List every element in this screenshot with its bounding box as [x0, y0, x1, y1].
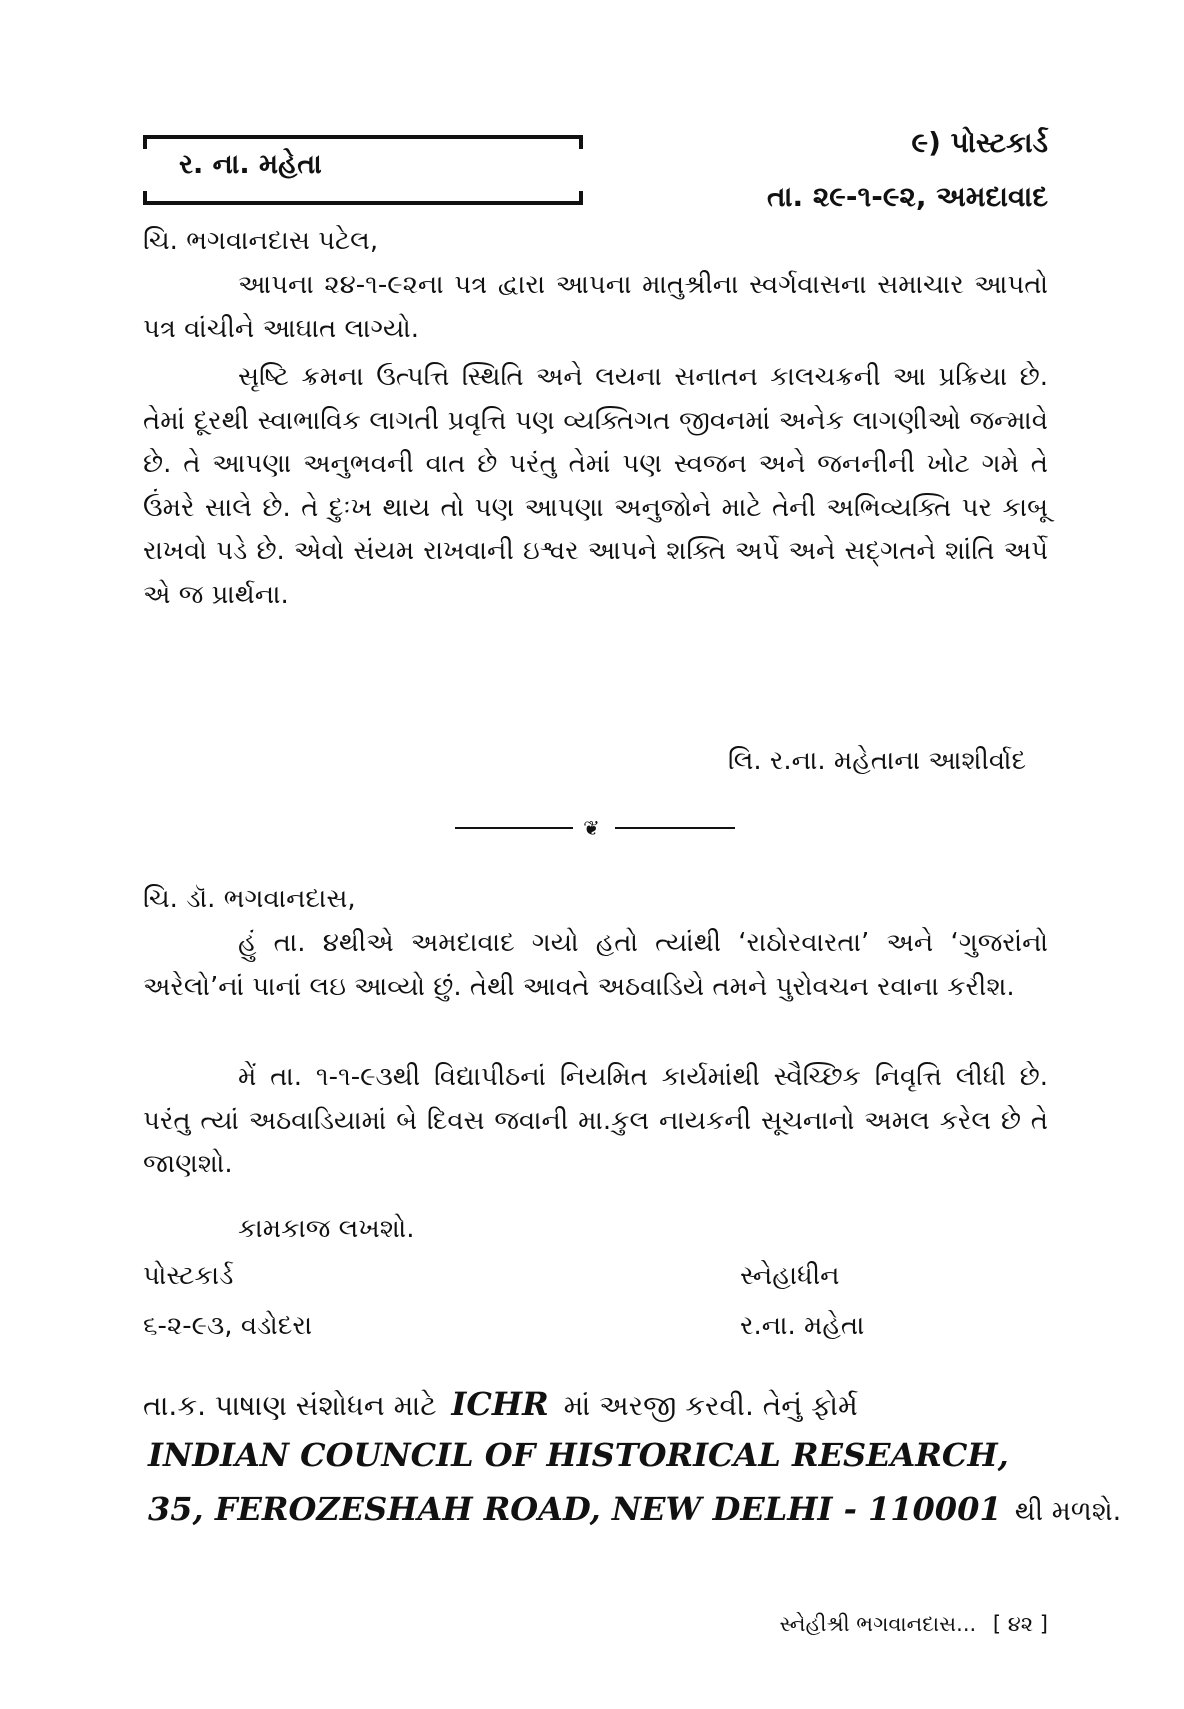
postcard-label: પોસ્ટકાર્ડ: [143, 1261, 234, 1291]
letter1-paragraph-2: સૃષ્ટિ ક્રમના ઉત્પત્તિ સ્થિતિ અને લયના સનાતન કાલચક્રની આ પ્રક્રિયા છે. તેમાં દૂરથી સ્વાભાવિક લાગતી પ્રવૃત્તિ પણ વ્યક્તિગત જીવનમાં અનેક લાગણીઓ જન્માવે છે. તે આપણા અનુભવની વાત છે પરંતુ તેમાં પણ સ્વજન અને જનનીની ખોટ ગમે તે ઉંમરે સાલે છે. તે દુઃખ થાય તો પણ આપણા અનુજોને માટે તેની અભિવ્યક્તિ પર કાબૂ રાખવો પડે છે. એવો સંયમ રાખવાની ઇશ્વર આપને શક્તિ અર્પે અને સદ્ગતને શાંતિ અર્પે એ જ પ્રાર્થના.: [143, 362, 1048, 610]
postscript-org-name: INDIAN COUNCIL OF HISTORICAL RESEARCH,: [148, 1436, 1009, 1474]
page-number: [ ૪૨ ]: [992, 1612, 1048, 1636]
box-corner: [579, 191, 583, 205]
box-corner: [143, 191, 147, 205]
postscript-intro: તા.ક. પાષાણ સંશોધન માટે: [143, 1389, 437, 1422]
letter2-paragraph-2: મેં તા. ૧-૧-૯૩થી વિદ્યાપીઠનાં નિયમિત કાર્યમાંથી સ્વૈચ્છિક નિવૃત્તિ લીધી છે. પરંતુ ત્યાં અઠવાડિયામાં બે દિવસ જવાની મા.કુલ નાયકની સૂચનાનો અમલ કરેલ છે તે જાણશો.: [143, 1062, 1048, 1179]
postscript-instruction: માં અરજી કરવી. તેનું ફોર્મ: [563, 1389, 858, 1422]
postscript-org-abbrev: ICHR: [451, 1385, 549, 1423]
box-corner: [143, 135, 147, 149]
postscript-line-1: [143, 1385, 858, 1423]
divider-line-right: [615, 827, 735, 829]
letter2-paragraph-1: હું તા. ૪થીએ અમદાવાદ ગયો હતો ત્યાંથી ‘રાઠોરવારતા’ અને ‘ગુજરાંનો અરેલો’નાં પાનાં લઇ આવ્યો છું. તેથી આવતે અઠવાડિયે તમને પુરોવચન રવાના કરીશ.: [143, 928, 1048, 1002]
box-corner: [579, 135, 583, 149]
letter1-paragraph-1: આપના ૨૪-૧-૯૨ના પત્ર દ્વારા આપના માતુશ્રીના સ્વર્ગવાસના સમાચાર આપતો પત્ર વાંચીને આઘાત લાગ્યો.: [143, 270, 1048, 344]
flourish-icon: ❦: [583, 816, 600, 840]
postscript-address-line: [148, 1490, 1121, 1528]
closing: સ્નેહાધીન: [740, 1261, 840, 1291]
divider-line-left: [455, 827, 573, 829]
signature: ર.ના. મહેતા: [740, 1311, 865, 1341]
sender-name: ર. ના. મહેતા: [179, 149, 322, 180]
running-title: સ્નેહીશ્રી ભગવાનદાસ...: [779, 1612, 977, 1636]
signoff-1: લિ. ર.ના. મહેતાના આશીર્વાદ: [727, 746, 1026, 776]
postscript-closing: થી મળશે.: [1014, 1496, 1122, 1527]
box-bottom-rule: [143, 201, 583, 205]
running-footer: [780, 1612, 1048, 1637]
letter2-paragraph-3: કામકાજ લખશો.: [238, 1214, 415, 1244]
letter-title: ૯) પોસ્ટકાર્ડ: [911, 126, 1048, 159]
letter-date-place: તા. ૨૯-૧-૯૨, અમદાવાદ: [767, 180, 1048, 213]
salutation-1: ચિ. ભગવાનદાસ પટેલ,: [143, 226, 379, 256]
ornamental-divider: [455, 818, 735, 838]
postscript-address: 35, FEROZESHAH ROAD, NEW DELHI - 110001: [148, 1490, 1002, 1528]
salutation-2: ચિ. ડૉ. ભગવાનદાસ,: [143, 884, 356, 914]
letter2-date-place: ૬-૨-૯૩, વડોદરા: [143, 1311, 313, 1341]
sender-name-box: [143, 135, 583, 205]
box-top-rule: [143, 135, 583, 139]
